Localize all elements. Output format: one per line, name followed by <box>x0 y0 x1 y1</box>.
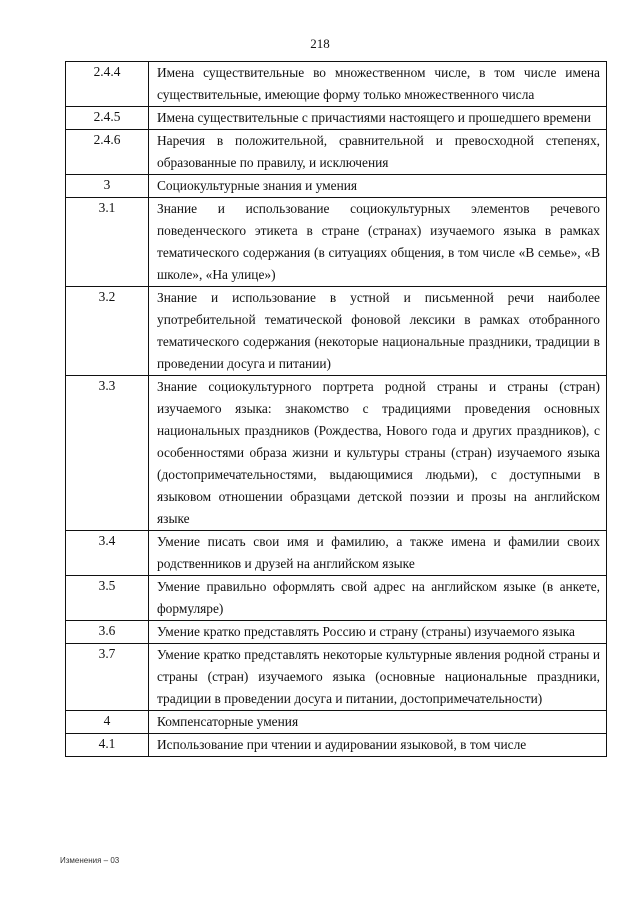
row-text: Умение правильно оформлять свой адрес на английском языке (в анкете, формуляре) <box>149 576 607 621</box>
row-number: 4.1 <box>66 734 149 757</box>
table-row <box>66 287 607 376</box>
table-row <box>66 711 607 734</box>
row-number: 3.3 <box>66 376 149 531</box>
row-text: Имена существительные с причастиями настоящего и прошедшего времени <box>149 107 607 130</box>
table-row <box>66 130 607 175</box>
row-text: Знание и использование в устной и письменной речи наиболее употребительной тематической фоновой лексики в рамках отобранного тематического содержания (некоторые национальные праздники, традиции в проведении досуга и питании) <box>149 287 607 376</box>
table-row <box>66 576 607 621</box>
row-number: 3.2 <box>66 287 149 376</box>
row-number: 3.1 <box>66 198 149 287</box>
footer-note: Изменения – 03 <box>60 856 120 865</box>
row-text: Умение кратко представлять некоторые культурные явления родной страны и страны (стран) изучаемого языка (основные национальные праздники, традиции в проведении досуга и питании, достопримечательности) <box>149 644 607 711</box>
row-text: Компенсаторные умения <box>149 711 607 734</box>
row-text: Знание социокультурного портрета родной страны и страны (стран) изучаемого языка: знакомство с традициями проведения основных национальных праздников (Рождества, Нового года и других праздников), с особенностями образа жизни и культуры страны (стран) изучаемого языка (достопримечательностями, выдающимися людьми), с доступными в языковом отношении образцами детской поэзии и прозы на английском языке <box>149 376 607 531</box>
row-text: Знание и использование социокультурных элементов речевого поведенческого этикета в стране (странах) изучаемого языка в рамках тематического содержания (в ситуациях общения, в том числе «В семье», «В школе», «На улице») <box>149 198 607 287</box>
row-text: Использование при чтении и аудировании языковой, в том числе <box>149 734 607 757</box>
table-row <box>66 531 607 576</box>
table-row <box>66 621 607 644</box>
table-row <box>66 734 607 757</box>
table-row <box>66 376 607 531</box>
row-number: 2.4.4 <box>66 62 149 107</box>
page-number: 218 <box>310 36 330 51</box>
table-row <box>66 198 607 287</box>
table-row <box>66 644 607 711</box>
table-row <box>66 62 607 107</box>
row-number: 3.5 <box>66 576 149 621</box>
row-text: Умение кратко представлять Россию и страну (страны) изучаемого языка <box>149 621 607 644</box>
row-number: 2.4.6 <box>66 130 149 175</box>
row-number: 4 <box>66 711 149 734</box>
table-body <box>66 62 607 757</box>
row-number: 3.6 <box>66 621 149 644</box>
row-number: 3 <box>66 175 149 198</box>
row-number: 3.7 <box>66 644 149 711</box>
row-text: Умение писать свои имя и фамилию, а также имена и фамилии своих родственников и друзей на английском языке <box>149 531 607 576</box>
row-text: Наречия в положительной, сравнительной и превосходной степенях, образованные по правилу, и исключения <box>149 130 607 175</box>
row-number: 3.4 <box>66 531 149 576</box>
table-row <box>66 107 607 130</box>
row-text: Имена существительные во множественном числе, в том числе имена существительные, имеющие форму только множественного числа <box>149 62 607 107</box>
table-row <box>66 175 607 198</box>
row-number: 2.4.5 <box>66 107 149 130</box>
row-text: Социокультурные знания и умения <box>149 175 607 198</box>
content-table <box>65 61 607 757</box>
